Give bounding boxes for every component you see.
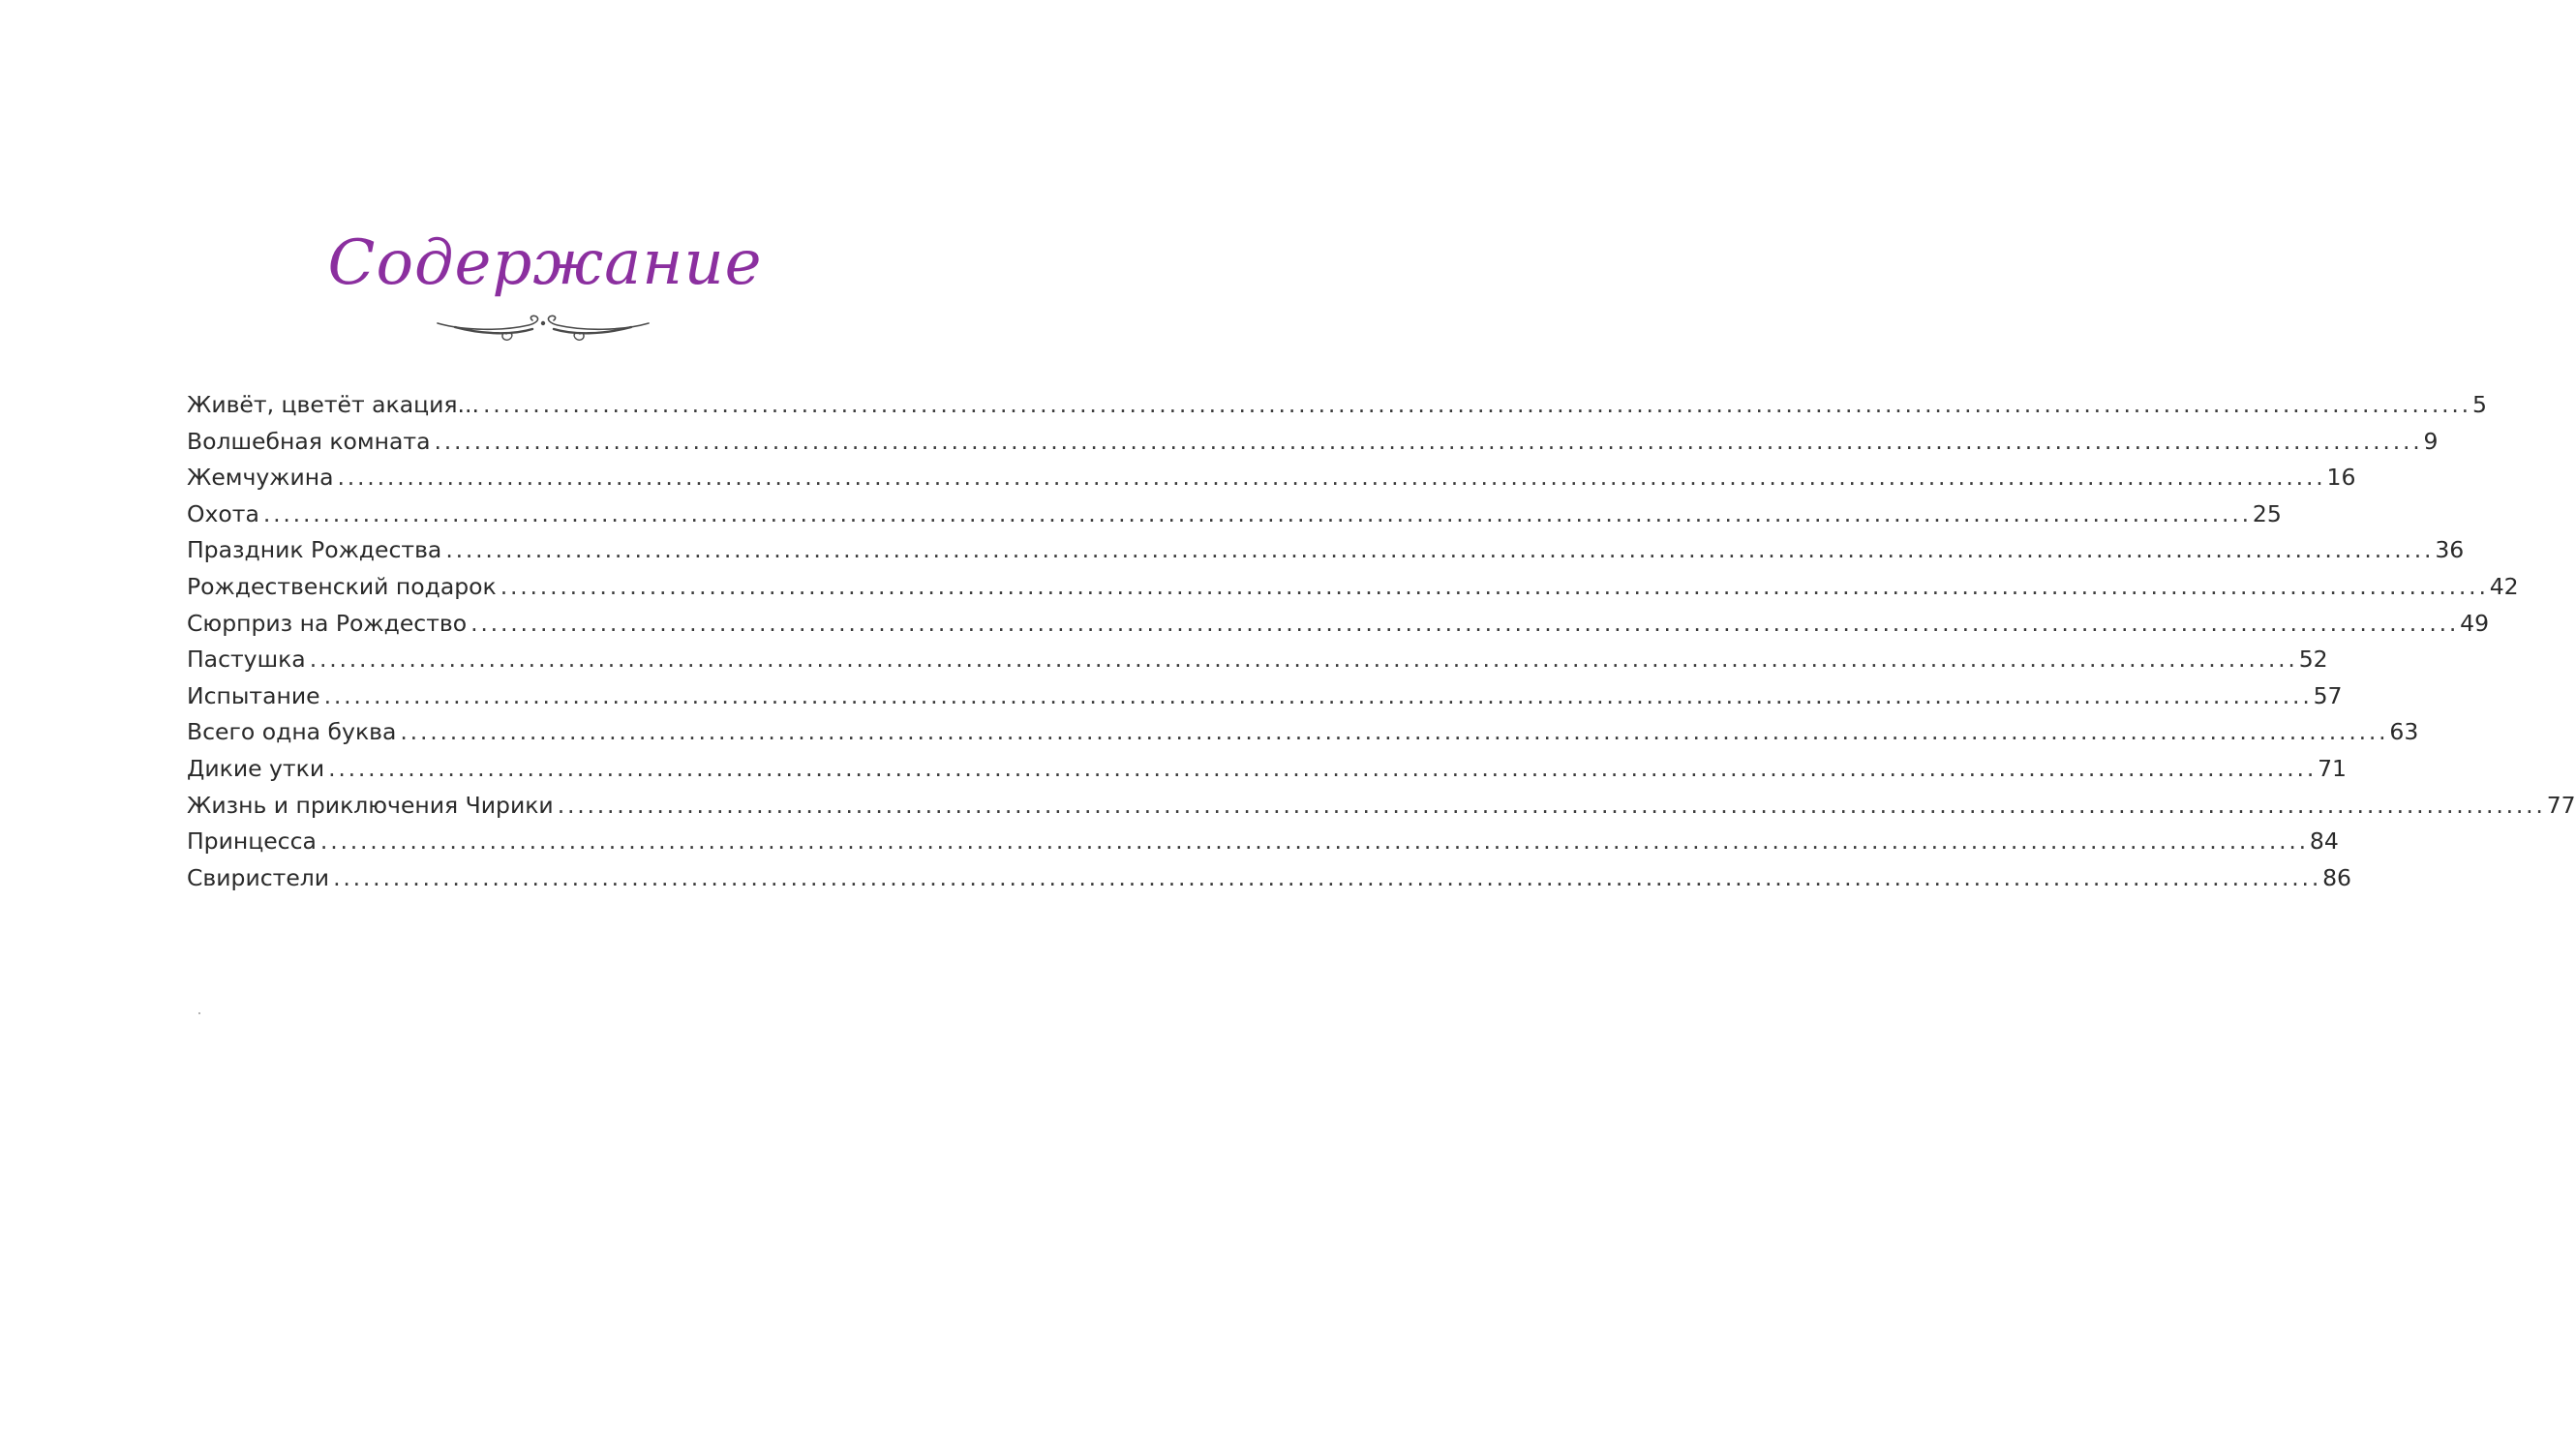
toc-leader-dots: ........................................................................................................................................................................................................	[328, 754, 2318, 782]
toc-entry-title: Сюрприз на Рождество	[187, 609, 468, 637]
toc-entry-page-number: 16	[2326, 464, 2356, 492]
toc-entry-title: Праздник Рождества	[187, 536, 442, 564]
toc-entry-title: Испытание	[187, 681, 320, 709]
toc-leader-dots: ........................................................................................................................................................................................................	[470, 609, 2460, 637]
toc-leader-dots: ........................................................................................................................................................................................................	[400, 718, 2389, 746]
toc-entry-page-number: 77	[2546, 791, 2576, 819]
toc-leader-dots: ........................................................................................................................................................................................................	[319, 827, 2309, 856]
paper-speck	[198, 1012, 200, 1014]
toc-leader-dots: ........................................................................................................................................................................................................	[262, 499, 2252, 527]
toc-entry-page-number: 49	[2460, 609, 2490, 637]
toc-entry-page-number: 63	[2389, 718, 2419, 746]
toc-entry-title: Пастушка	[187, 646, 306, 674]
flourish-divider-icon	[436, 308, 651, 346]
table-of-contents	[187, 387, 2576, 896]
toc-entry-title: Всего одна буква	[187, 718, 397, 746]
toc-entry[interactable]	[187, 387, 2487, 424]
toc-leader-dots: ........................................................................................................................................................................................................	[482, 391, 2471, 418]
toc-entry[interactable]	[187, 751, 2347, 788]
toc-entry[interactable]	[187, 532, 2465, 569]
toc-entry[interactable]	[187, 860, 2351, 897]
toc-leader-dots: ........................................................................................................................................................................................................	[434, 427, 2423, 455]
toc-entry[interactable]	[187, 606, 2490, 643]
toc-entry-title: Дикие утки	[187, 754, 325, 782]
toc-entry[interactable]	[187, 824, 2339, 860]
toc-leader-dots: ........................................................................................................................................................................................................	[309, 646, 2298, 674]
toc-entry-page-number: 71	[2318, 754, 2347, 782]
toc-entry[interactable]	[187, 788, 2576, 825]
toc-entry-page-number: 57	[2313, 681, 2343, 709]
toc-entry-title: Живёт, цветёт акация...	[187, 391, 479, 418]
toc-leader-dots: ........................................................................................................................................................................................................	[337, 464, 2326, 492]
toc-entry-title: Волшебная комната	[187, 427, 431, 455]
toc-entry-page-number: 36	[2435, 536, 2465, 564]
toc-entry-page-number: 42	[2489, 572, 2519, 600]
toc-entry[interactable]	[187, 424, 2439, 461]
toc-entry-title: Охота	[187, 499, 259, 527]
toc-entry-title: Жемчужина	[187, 464, 334, 492]
toc-entry-page-number: 25	[2252, 499, 2282, 527]
toc-entry-page-number: 52	[2298, 646, 2328, 674]
toc-entry-title: Свиристели	[187, 863, 330, 891]
toc-leader-dots: ........................................................................................................................................................................................................	[445, 536, 2435, 564]
toc-leader-dots: ........................................................................................................................................................................................................	[323, 681, 2313, 709]
toc-entry[interactable]	[187, 678, 2343, 715]
toc-leader-dots: ........................................................................................................................................................................................................	[333, 863, 2322, 891]
toc-entry-page-number: 5	[2471, 391, 2487, 418]
toc-entry-title: Жизнь и приключения Чирики	[187, 791, 554, 819]
toc-entry[interactable]	[187, 714, 2419, 751]
toc-leader-dots: ........................................................................................................................................................................................................	[557, 791, 2546, 819]
toc-entry[interactable]	[187, 642, 2328, 678]
toc-entry-page-number: 9	[2423, 427, 2439, 455]
toc-entry-title: Рождественский подарок	[187, 572, 497, 600]
page-title: Содержание	[327, 227, 763, 299]
toc-entry[interactable]	[187, 496, 2282, 533]
toc-entry-page-number: 84	[2309, 827, 2339, 856]
toc-entry[interactable]	[187, 569, 2519, 606]
toc-entry-title: Принцесса	[187, 827, 317, 856]
toc-entry[interactable]	[187, 460, 2356, 496]
toc-entry-page-number: 86	[2322, 863, 2351, 891]
toc-leader-dots: ........................................................................................................................................................................................................	[500, 572, 2489, 600]
